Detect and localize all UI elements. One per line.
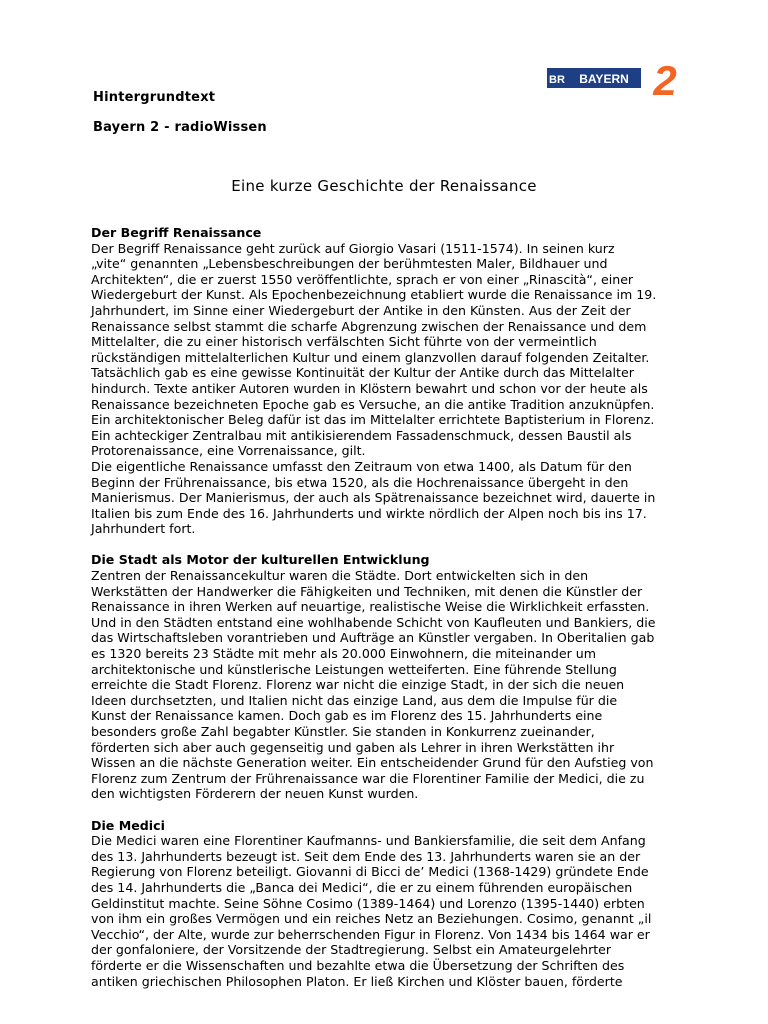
text-line: den wichtigsten Förderern der neuen Kunst wurden. <box>91 786 419 802</box>
text-line: Die Medici waren eine Florentiner Kaufmanns- und Bankiersfamilie, die seit dem Anfang <box>91 833 646 849</box>
text-line: Regierung von Florenz beteiligt. Giovanni di Bicci de’ Medici (1368-1429) gründete Ende <box>91 864 649 880</box>
text-line: des 14. Jahrhunderts die „Banca dei Medici“, die er zu einem führenden europäischen <box>91 879 633 895</box>
text-line: architektonische und künstlerische Leistungen wetteiferten. Eine führende Stellung <box>91 661 617 677</box>
logo-bayern-text: BAYERN <box>579 72 629 86</box>
text-line: Renaissance in ihren Werken auf neuartige, realistische Weise die Wirklichkeit erfassten. <box>91 599 650 615</box>
text-line: Ideen durchsetzten, und Italien nicht das einzige Land, aus dem die Impulse für die <box>91 692 618 708</box>
text-line: das Wirtschaftsleben vorantrieben und Aufträge an Künstler vergaben. In Oberitalien gab <box>91 630 655 646</box>
logo-br-text: BR <box>549 74 565 86</box>
text-line: hindurch. Texte antiker Autoren wurden in Klöstern bewahrt und schon vor der heute als <box>91 380 648 396</box>
logo-number: 2 <box>653 62 677 98</box>
text-line: der gonfaloniere, der Vorsitzende der Stadtregierung. Selbst ein Amateurgelehrter <box>91 942 612 958</box>
text-line: es 1320 bereits 23 Städte mit mehr als 20.000 Einwohnern, die miteinander um <box>91 646 597 662</box>
text-line: Manierismus. Der Manierismus, der auch als Spätrenaissance bezeichnet wird, dauerte in <box>91 490 656 506</box>
text-line: Jahrhundert, im Sinne einer Wiedergeburt der Antike in den Künsten. Aus der Zeit der <box>91 302 631 318</box>
text-line: Wissen an die nächste Generation weiter. Ein entscheidender Grund für den Aufstieg von <box>91 755 654 771</box>
text-line: Ein architektonischer Beleg dafür ist das im Mittelalter errichtete Baptisterium in Florenz. <box>91 412 655 428</box>
text-line: Kunst der Renaissance kamen. Doch gab es im Florenz des 15. Jahrhunderts eine <box>91 708 603 724</box>
text-line: rückständigen mittelalterlichen Kultur und einem glanzvollen darauf folgenden Zeitalter. <box>91 349 650 365</box>
text-line: Geldinstitut machte. Seine Söhne Cosimo (1389-1464) und Lorenzo (1395-1440) erbten <box>91 895 645 911</box>
document-body <box>91 225 691 989</box>
text-line: Wiedergeburt der Kunst. Als Epochenbezeichnung etabliert wurde die Renaissance im 19. <box>91 287 657 303</box>
text-line: Italien bis zum Ende des 16. Jahrhunderts und wirkte nördlich der Alpen noch bis ins 17. <box>91 505 647 521</box>
text-line: Mittelalter, die zu einer historisch verfälschten Sicht führte von der vermeintlich <box>91 334 597 350</box>
text-line: Tatsächlich gab es eine gewisse Kontinuität der Kultur der Antike durch das Mittelalter <box>91 365 634 381</box>
text-line: Und in den Städten entstand eine wohlhabende Schicht von Kaufleuten und Bankiers, die <box>91 614 656 630</box>
text-line: Jahrhundert fort. <box>91 521 196 537</box>
document-title: Eine kurze Geschichte der Renaissance <box>231 177 537 195</box>
text-line: des 13. Jahrhunderts bezeugt ist. Seit dem Ende des 13. Jahrhunderts waren sie an der <box>91 848 641 864</box>
text-line: förderte er die Wissenschaften und bezahlte etwa die Übersetzung der Schriften des <box>91 957 625 973</box>
text-line: förderten sich aber auch gegenseitig und gaben als Lehrer in ihren Werkstätten ihr <box>91 739 615 755</box>
text-line: Der Begriff Renaissance geht zurück auf Giorgio Vasari (1511-1574). In seinen kurz <box>91 240 615 256</box>
text-line: „vite“ genannten „Lebensbeschreibungen der berühmtesten Maler, Bildhauer und <box>91 256 608 272</box>
section-gap <box>91 537 691 553</box>
section-heading: Die Stadt als Motor der kulturellen Entwicklung <box>91 552 430 568</box>
text-line: Vecchio“, der Alte, wurde zur beherrschenden Figur in Florenz. Von 1434 bis 1464 war er <box>91 926 650 942</box>
section-gap <box>91 802 691 818</box>
text-line: erreichte die Stadt Florenz. Florenz war nicht die einzige Stadt, in der sich die neuen <box>91 677 625 693</box>
text-line: Renaissance bezeichneten Epoche gab es Versuche, an die antike Tradition anzuknüpfen. <box>91 396 655 412</box>
text-line: Beginn der Frührenaissance, bis etwa 1520, als die Hochrenaissance übergeht in den <box>91 474 629 490</box>
text-line: antiken griechischen Philosophen Platon. Er ließ Kirchen und Klöster bauen, förderte <box>91 973 623 989</box>
text-line: besonders große Zahl begabter Künstler. Sie standen in Konkurrenz zueinander, <box>91 724 595 739</box>
text-line: Werkstätten der Handwerker die Fähigkeiten und Techniken, mit denen die Künstler der <box>91 583 643 599</box>
text-line: Zentren der Renaissancekultur waren die Städte. Dort entwickelten sich in den <box>91 568 589 584</box>
text-line: Die eigentliche Renaissance umfasst den Zeitraum von etwa 1400, als Datum für den <box>91 458 632 474</box>
section-heading: Die Medici <box>91 817 165 833</box>
bayern2-logo <box>547 62 692 98</box>
text-line: Renaissance selbst stammt die scharfe Abgrenzung zwischen der Renaissance und dem <box>91 318 647 334</box>
document-series: Bayern 2 - radioWissen <box>93 120 267 135</box>
text-line: Architekten“, die er zuerst 1550 veröffentlichte, sprach er von einer „Rinascità“, einer <box>91 271 634 287</box>
section-heading: Der Begriff Renaissance <box>91 225 262 240</box>
text-line: Florenz zum Zentrum der Frührenaissance war die Florentiner Familie der Medici, die zu <box>91 770 645 786</box>
text-line: Protorenaissance, eine Vorrenaissance, gilt. <box>91 443 366 459</box>
text-line: Ein achteckiger Zentralbau mit antikisierendem Fassadenschmuck, dessen Baustil als <box>91 427 632 443</box>
document-kicker: Hintergrundtext <box>93 90 216 105</box>
text-line: von ihm ein großes Vermögen und ein reiches Netz an Beziehungen. Cosimo, genannt „il <box>91 911 652 927</box>
